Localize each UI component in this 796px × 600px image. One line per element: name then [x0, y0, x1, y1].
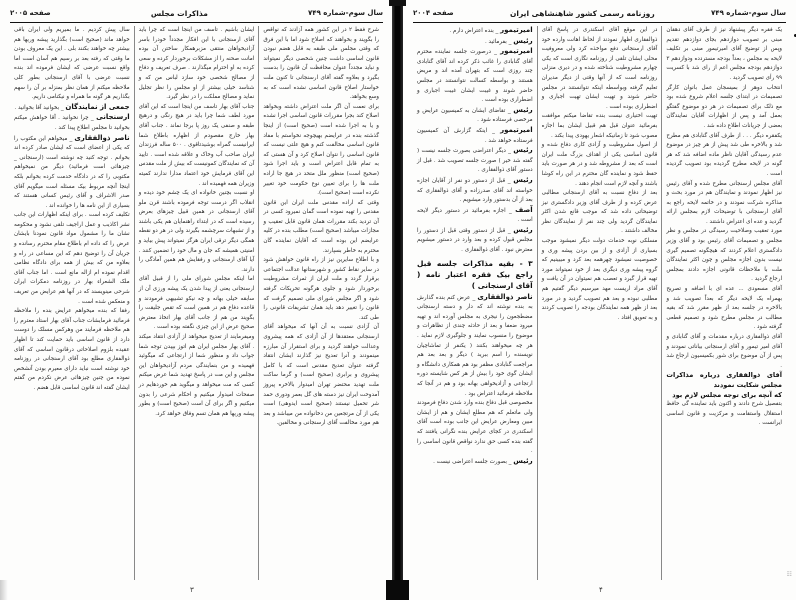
speech-text: _ درصورت جلسه نماینده محترم آقای گنابادی را غائب ذکر کرده اند آقای گنابادی چند روزی است که بتهران آمده اند و مریض هستند و بواسطه کسالت نتوانستند در مجلس حاضر شوند و غیبت ایشان غیبت اجباری و اضطراری بوده است .	[416, 49, 533, 104]
left-issue-label: سال سوم-شماره ۷۴۹	[308, 9, 383, 17]
paragraph: تهیت اختیاری نیست بنده تقاضا میکنم موافقت بفرمائید عنوان قبل هم قبیل ایشان بما اجازه مصوب شود تا زمانیکه اشعار یهودی پیدا بکند .	[541, 113, 658, 139]
speech-text: _ قبل از دستور دو نفر از آقایان اجازه خواسته اند آقای صدرزاده و آقای ذوالفقاری که بعد از آن بدستور وارد میشویم .	[416, 177, 533, 204]
speaker-name: ناصر ذوالفقاری	[74, 133, 130, 142]
speech-text: _ بخوانید آقا بخوانید .	[14, 104, 64, 111]
speaker-line	[417, 126, 533, 146]
speech-text: _ میخواهم این مکتوب را که یکی از اعضای است که ایشان صادر کرده اند بخوانم . توجه کنید چه نوشته است (ارسنجانی _ چیزهائی است فرمائید) دیگر من نمیخواهم مکتوبی را که در دادگاه خدمت کرده بخوانم بلکه اینجا آنچه مربوط بیک مسئله است میگویم آقای صدر الاشراف و آقای رئیس کسانی هستند که بسیاری از این نامه ها را خوانده اند .	[13, 135, 130, 209]
right-page	[403, 0, 796, 600]
paragraph: از اصول مشروطیت و آزادی کاری دفاع شده و قانون اساسی یکی از اهداف بزرگ ملت ایران است که بعد از مشروطه شد و در هر صورت باید حفظ شود و نماینده گان محترم در این راه کوشا باشند و آنچه لازم است انجام دهند .	[541, 142, 658, 187]
right-column-2	[538, 26, 663, 580]
speech-text: _ اینکه گزارش آن کمیسیون فرستاده خواهد شد .	[416, 127, 533, 144]
speech-text: _ بصورت جلسه اعتراضی نیست .	[433, 458, 512, 465]
left-column-3	[10, 26, 135, 580]
right-page-title: روزنامه رسمی کشور شاهنشاهی ایران	[510, 8, 655, 18]
speech-text: _ عرض کنم بنده گذارش به بنده نوشته اند که دار و دسته ارسنجانی مضطجعون را نیجری به مجلس آورده اند و تهیه میرود ضعفا و بعد از حادثه چندی از تظاهرات و موضوع را منسوب نمایند و جلوگیری لازم نماید . هر چه میخواهند بکنند ( یکنفر از تماشاچیان نویسنده را اسم ببرید ) دیگر و بعد بعد هم مراجعت گنابادی مظفر بود هم همکاری دانشگاه و ایشان گوی خود را بیش از هر کس شایسته دوره ارتجاعی و آزادیخواهی بهانه بود و هم در آنجا که ملاحظه فرمائید اعتراض بود .	[416, 294, 533, 397]
speaker-name: رئیس	[513, 225, 533, 234]
speech-text: _ تقاضای ایشان به کمیسیون عرایض و مرخصی فرستاده شود .	[416, 107, 533, 124]
right-issue-label: سال سوم-شماره ۷۴۹	[711, 9, 786, 17]
left-header-rule	[10, 22, 383, 23]
speaker-name: امیرتیمور	[500, 125, 533, 134]
paragraph: بتفصیل شرح دادند و اکنون باید نماینده گی حافظ استقلال واستقامت و مرکزیت و قانون اساسی ایرانست .	[666, 401, 782, 427]
left-column-2	[135, 26, 260, 580]
paragraph: وقتی که اراده مقدس ملت ایران این قانون مقدس را تهیه نموده است گمان نمیرود کسی در آن تردید بکند مقررات همان قانون قابل تعقیب و مجازات میباشد (صحیح است) مطلب بنده در کلیه عرایضم این بوده است که آقایان نماینده گان محترم به خاطر بسپارند.	[263, 199, 379, 254]
speaker-name: رئیس	[513, 175, 533, 184]
paragraph: ایشان باشیم . تاسف من اینجا است که چرا باید آقای ارسنجانی با این افکار مجدداً خودرا باسر آزادیخواهان منتقی مزبرهمکار ساختن آن بوده امانت صحنه را از مشکلات برخوردار کرده و سعی کرده به او احترام میگذارند . صرف تعریف و دفاع از مصالح شخصی خود سازد لباس من که و شناسد خیلی بیشتر از او مجلس را نظر تجلیل نماید و مصالح مملکت را در نظر گیرد.	[138, 27, 255, 101]
paragraph: آقای مسعودی ... عده ای با اضافه و تصریح بهمراه یک لایحه دیگر که بعداً تصویب شد و بالاخره در جلسه بعد از ظهر مقرر شد که بقیه مطالب در مجلس مطرح شود و تصمیم قطعی گرفته شود .	[666, 286, 782, 331]
paragraph: مورد تعقیب وصلاحیت رسیدگی در مجلس و نظر مجلس و تصمیمات آقای رئیس بود و آقای وزیر دادگستری اعلام کردند که هیچگونه تصمیم گیری نیست بدون اجازه مجلس و چون اکثر نمایندگان ملت با ملاحظات قانونی اجازه دادند بمجلس ارجاع گردید .	[666, 228, 782, 283]
scan-edge	[0, 580, 8, 600]
paragraph: مسلکی نوبه خدمات دولت دیگر نمیشود موجب بسیاری از آزادی و از بین بردن پیشه وری و خصوصیت نمیشود چهرهمه بعد کرد و میبینیم که گروه پیشه وری دیگری بعد از خود نمیتواند مورد تهیه قرار گیرد و تعصب هم نمیتوان در آن یافت و آقای مراد اریست مهد میرسیم دیگر گفتیم هم مطلبی نبوده و بعد هم تصویب گردید و در مورد بعد از ظهر همه نمایندگان بودجه را تصویب کردند و به تعویق افتاد .	[541, 238, 658, 321]
bold-paragraph: که آنچه برای توجه مجلس لازم بود	[672, 390, 782, 399]
paragraph: و با اطلاع سایرین نیز از راه قانون خواهش شود در سایر نقاط کشور و شهرستانها عدالت اجتماعی برقرار گردد و ملت ایران از ثمرات مشروطیت برخوردار شود و جلوی هرگونه تحریکات گرفته شود و اگر مجلس شورای ملی تصمیم گرفت که قانون را تغییر دهد باید همان تشریفات قانونی را طی کند.	[263, 257, 379, 321]
right-header-rule	[413, 22, 786, 23]
paragraph: او نسبت بچنین خانواده ای یک چشم خود دیده و انقلاب اگر درست توجه فرموده باشند قرن ملو آقای ارسنجانی در همین قبیل چیزهای بعرض رسیده است که در ابتداء راهنمایان هم یکی باشند و از تشبهات سرچشمه بگیرند ولی در هر دو نقطه همگی دیگر ترقی ایران هرگز نمیتواند پیش بیاید و امنیتی همیشه که جان و مال خود را تضمین کنند . آیا آقای ارسنجانی و رفقایش هم همین آمادگی را دارند.	[138, 190, 255, 273]
speaker-line	[14, 103, 130, 114]
right-columns	[413, 26, 786, 580]
speaker-name: رئیس	[513, 456, 533, 465]
speaker-line	[417, 293, 533, 400]
speech-text: _ بفرمائید .	[484, 38, 512, 45]
right-column-3	[413, 26, 538, 580]
left-page-number: صفحه ۲۰۰۵	[10, 9, 51, 17]
paragraph: اما اینکه مجلس شورای ملی را از قبیل آقای ارسنجانی یعنی از پیدا شدن یک پیشه ورزی آن از سابقه خیلی بهانه و چه نیکو تشبیهی فرمودند و قاعده دفاع هم در همین است که تقص جلیقت را بگویند من هم از جانب آقای بهار اتخاذ معترض صحیح عرض از این چیزی نگفته بوده است .	[138, 276, 255, 331]
speech-text: _ بنده اعتراض دارم .	[449, 28, 499, 34]
speaker-line	[417, 176, 533, 206]
corner-mark: ☷	[786, 571, 792, 578]
speaker-line	[417, 457, 533, 468]
speaker-line	[417, 106, 533, 126]
paragraph: یک فقره دیگر پیشنهاد نیز از طرف آقای دهقان مبنی بر تصویب دوازدهم بجای دوازدهم تقدیم وپس از توضیح آقای امیرتیمور مبنی بر تکلیف لایحه به مجلس ، بعداً بودجه مستردده ودوازدهم ۳ دوازدهم بودجه مجلس اعم از رای شد با کسریت ۹۹ رأی تصویب گردید .	[666, 27, 782, 81]
speech-text: _ دیگر اعتراضی بصورت جلسه نیست ( گفته شد خیر ) صورت جلسه تصویب شد . قبل از دستور آقای ذوالفقاری .	[416, 148, 533, 174]
left-footer-number: ۳	[190, 586, 194, 594]
paragraph: جناب آقای بهار تاسف من اینجا است که این آقای مورد لطف شما چرا باید در هیچ رنگی و درهیچ طبقه و صنفی یک روز پا برجا نماند . جناب آقای بهار خارج مقصودم از اظهاره باطلاع شما ایرانیست گمراه بوشیدتاقوی . ۵۰۰ ساله فرزندان ایران صاحب آب وخاک و علاقه شده است . تایید آن که نمایندگان کمونیست که بیش از ملت مقدس این آقای فرمایش خود اعتماد مدارا ندارند کمیته وزیران همه فهمیده اند .	[138, 103, 255, 187]
section-heading: ۳ - بقیه مذاکرات جلسه قبل راجع بیک فقره اعتبار نامه ( آقای ارسنجانی )	[416, 258, 533, 290]
paragraph: آقای ذوالفقاری درباره مقدمات و آقای گنابادی و آقای امیر تیمور و آقای ارسنجانی بیاناتی نمودند و پس از آن موضوع برای شور بکمیسیون ارجاع شد .	[666, 334, 782, 369]
speech-text: _ اجازه بفرمائید در دستور دیگر لایحه است .	[416, 207, 533, 224]
paragraph: بعد از دفاع نسبت به آقای ارسنجانی مطالبی عرض کرده و از طرف آقای وزیر دادگستری نیز توضیحاتی داده شد که موجب قانع شدن اکثر نمایندگان گردید ولی چند نفر از نمایندگان نظر مخالف داشتند .	[541, 190, 658, 235]
speaker-line	[417, 26, 533, 37]
right-page-header	[413, 6, 786, 20]
right-page-number: صفحه ۲۰۰۴	[413, 9, 454, 17]
right-footer-number: ۴	[599, 586, 603, 594]
paragraph: شرح فقط ۲ در این کشور همه آزادند که نواقص را بگویند و بخواهند که اصلاح شود اما با این فرق که وقتی مجلس ملی طبقه به قابل هضم نبودن قانون اساسی داشت چنین شخصی دیگر نمیتواند و نباید مجدداً عنوان محافظت آن قانون را بدست بگیرد و بعلاوه گفته آقای ارسنجانی تا کنون ملت خواستار اصلاح قانون اساسی نشده است که به وسع بخواهد.	[263, 27, 379, 101]
speaker-name: رئیس	[513, 146, 533, 155]
left-page	[0, 0, 393, 600]
paragraph: مخصوصی قبل دفاع بنده وارد شدن دفاع فرمودند ولی ماتعلم که هم مطلع ایشان و هم از ایشان مبین ومعارض عرایض این جانب بوده است آقای اسکندری در کجای عرایض بنده نگرانی یافتند که گفته بنده کسی حق ندارد نواقص قانون اساسی را .	[416, 400, 533, 455]
speaker-name: رئیس	[513, 36, 533, 45]
left-columns	[10, 26, 383, 580]
speaker-line	[417, 206, 533, 226]
binding-gutter	[392, 0, 403, 600]
left-column-1	[259, 26, 383, 580]
speaker-line	[417, 47, 533, 106]
speaker-line	[417, 146, 533, 176]
left-page-title: مذاکرات مجلس	[150, 8, 208, 18]
paragraph: برای نعمت آن اگر ملت اعتراض داشته وبخواهد اصلاح کند بجرا مقررات قانون اساسی اجرا نشده و یا به اجرا شده است (صحیح است) از اینجا گذشته بنده در عرایضم بهیچوجه نخواستم با مفاد قانون اساسی مخالفت کنم و هیچ علتی نیست که قانون اساسی را نتوان اصلاح کرد و آن هستی که به تمام قابل اعتراض است و باید اجرا شود (صحیح است) منظور ملل متحد در هیچ جا اراده ملت ها را برای تعیین نوع حکومت خود تغییر نکرده است (صحیح است).	[263, 103, 379, 197]
paragraph: یکفقره دیگر . . . از طرف آقای گنابادی هم مطرح شد و بالاخره طی شد پیش از هر چیز در موضوع عدم رسیدگی آقایان ناظر ماده اضافه شد که هر گونه در لایحه مطرح گردیده بود تصویب گردیده است .	[666, 132, 782, 177]
speaker-name: جمعی از نمایندگان	[65, 102, 130, 111]
speaker-name: رئیس	[513, 105, 533, 114]
paragraph: آقای مجلس ارسنجانی مطرح شده و آقای رئیس نیز اظهار نمودند و نمایندگان هم در مورد بحث و مذاکره شرکت نمودند و در خاتمه لایحه راجع به آقای ارسنجانی با توضیحات لازم بمجلس ارائه گردید و عده ای اعتراض داشتند .	[666, 180, 782, 225]
paragraph: ومیفرمایند از تعدیح میخواهد از آزادی انتقاد میکند . آقای بهار مجلس ایران هم اتوز بپیدن توجه شما جواب داد و منظور شما از ارتجاعی که میگوئید فهمیده و من بنمایندگی مردم آزادیخواهان این مجلس و این مت در پاسخ تهدید شما عرض میکنم کسی که مت میخواهد و میگوید هم خوردهایم در صفحات امیدوار میکنیم و احکام شرعی را بدون میکنیم و اگر برای آن است (صحیح است) و بطور پیشه وریها هم همان تسم وفاق خواهد کرد.	[138, 334, 255, 417]
paragraph: رفقا که بنده میخواهم عرایض بنده را ملاحظه فرمائید فرمایشات جناب آقای بهار استاد معترم را هم ملاحظه فرمایند من وهرکس مسلک را دوست دارد از قانون اساسی باید حمایت کند تا اظهار عقیده بلزوم اصلاحاتی درقانون اساسی که آقای ذوالفقاری مطلع بود آقای ارسنجانی در روزنامه خود نوشته است نباید دارای معیرم بودن آنشخص نموده من چنین چیزهائی عرض نکردم من گفتم ایشان گفته اند قانون اساسی قابل هضم .	[13, 308, 130, 391]
paragraph: سال پیش کردیم . ما بمیریم ولی ایران باقی خواهد ماند (صحیح است) بگذارید پیشه وریها هم بیشتر چه خواهند بکنند بلی . این یک معروف بودن ما وقتی که رفته بعد بر رسیم هم آسان است اما واقع نسبت عرضی که ایشان فرموده اند بنده نسبت عرضی با آقای ارسنجانی بطور کلی ملاحظه میکنم از همان نظر بمنزله بر آن را سهم بگذاریم هر گونه ما همراه و نیکنامی داریم.	[13, 27, 130, 101]
speech-text: _ قبل از دستور وقتی قبل از دستور را مجلس قبول کرده و بعد وارد در دستور میشویم معترض نبود . آقای ذوالفقاری .	[416, 227, 533, 254]
right-column-1	[662, 26, 786, 580]
speaker-line	[14, 134, 130, 212]
paragraph: انتخاب دوهر از بمیسجان عمل بانوان کارگر تصمیمات در ابتدای جلسه اعلام شروع شده بود مع ذلک برای تصمیمات در هر دو موضوع گفتگو بعمل آمد و پس از اظهارات آقایان نمایندگان بعضی از جریانات اطلاع داده شد .	[666, 84, 782, 129]
bold-paragraph: آقای ذوالفقاری درباره مذاکرات مجلس شکایت نمودند	[666, 371, 782, 389]
speaker-name: ارسنجانی	[96, 113, 130, 122]
speaker-name: ناصر ذوالفقاری	[477, 292, 533, 301]
speaker-name: امیرتیمور	[500, 47, 533, 56]
speaker-name: امیرتیمور	[500, 26, 533, 34]
paragraph: آن آزادی نسبت به آن آنها که میخواهد آقای ارسنجانی معتقدها از آن آزادی که همه پیشروی وعدالت خواهند گردید و برای استقرار آن مبارزه مینمودند و آنرا تعدیح نیز گذارند ایشان انتقاد گرفته عنوان تعدیح مقدس است که با کامل پیشروی و برابری (صحیح است) و گرما ساکت ملت تهدید محتضر تهران امیدوار بالاخره پیروز آمدوحت ایران نیز دسته های گل بعمر ودوری حمد شر تحمیل نیستند (صحیح است ایدوهی) است یکی از آن مرتجعین من دخانواده من میباشد و بعد هم مورد مخالفت آقای ارسنجانی و مخالفین.	[263, 324, 379, 427]
speaker-name: آصف	[515, 205, 533, 214]
speaker-line	[417, 226, 533, 256]
speech-text: _ چرا نخوانید . آقا خواهش میکنم بخوانید تا مجلس اطلاع پیدا کند .	[13, 115, 130, 131]
speaker-line	[417, 37, 533, 48]
speaker-line	[14, 113, 130, 133]
paragraph: در این موقع آقای اسکندری در پاسخ آقای ذوالفقاری اظهار نمودند از لحاظ اهانت وارده خود آقای ارسنجانی دفع مواخذه کرد ولی معروفیت محلی ایشان تلقی از روزنامه نگاری است که یکی چهارم مشروطیت شناخته شده و در دیری منزلی روزنامه است که از آنها وقتی از دیگر مدیران تعلیم گرفته وبواسطه اینکه نتوانستند در مجلس حاضر شوند و تهیت ایشان تهیت اجباری و اضطراری بوده است .	[541, 27, 658, 110]
paragraph: تکلیف کرده است . برای اینکه اظهارات این جانب نشر اکاذیب و عمل اراجیف تلقی نشود و محکومه نشان ما را مشمول مواد قانون نمودنا بایشان عرض را که داده ام باطلاع مقام محترم رسانده و جریان آن را توضیح دهم که این مساعی در راه و بعلاوه من که بیش از همه برای دادگاه نظامی اقدام نموده ام ازاله مانع است . اما جناب آقای ملک الشعراء بهار در روزنامه دمکرات ایران شرحی مینویسند که در آنها هم عرایض من تعریف و منعکس شده است .	[13, 212, 130, 305]
left-page-header	[10, 6, 383, 20]
